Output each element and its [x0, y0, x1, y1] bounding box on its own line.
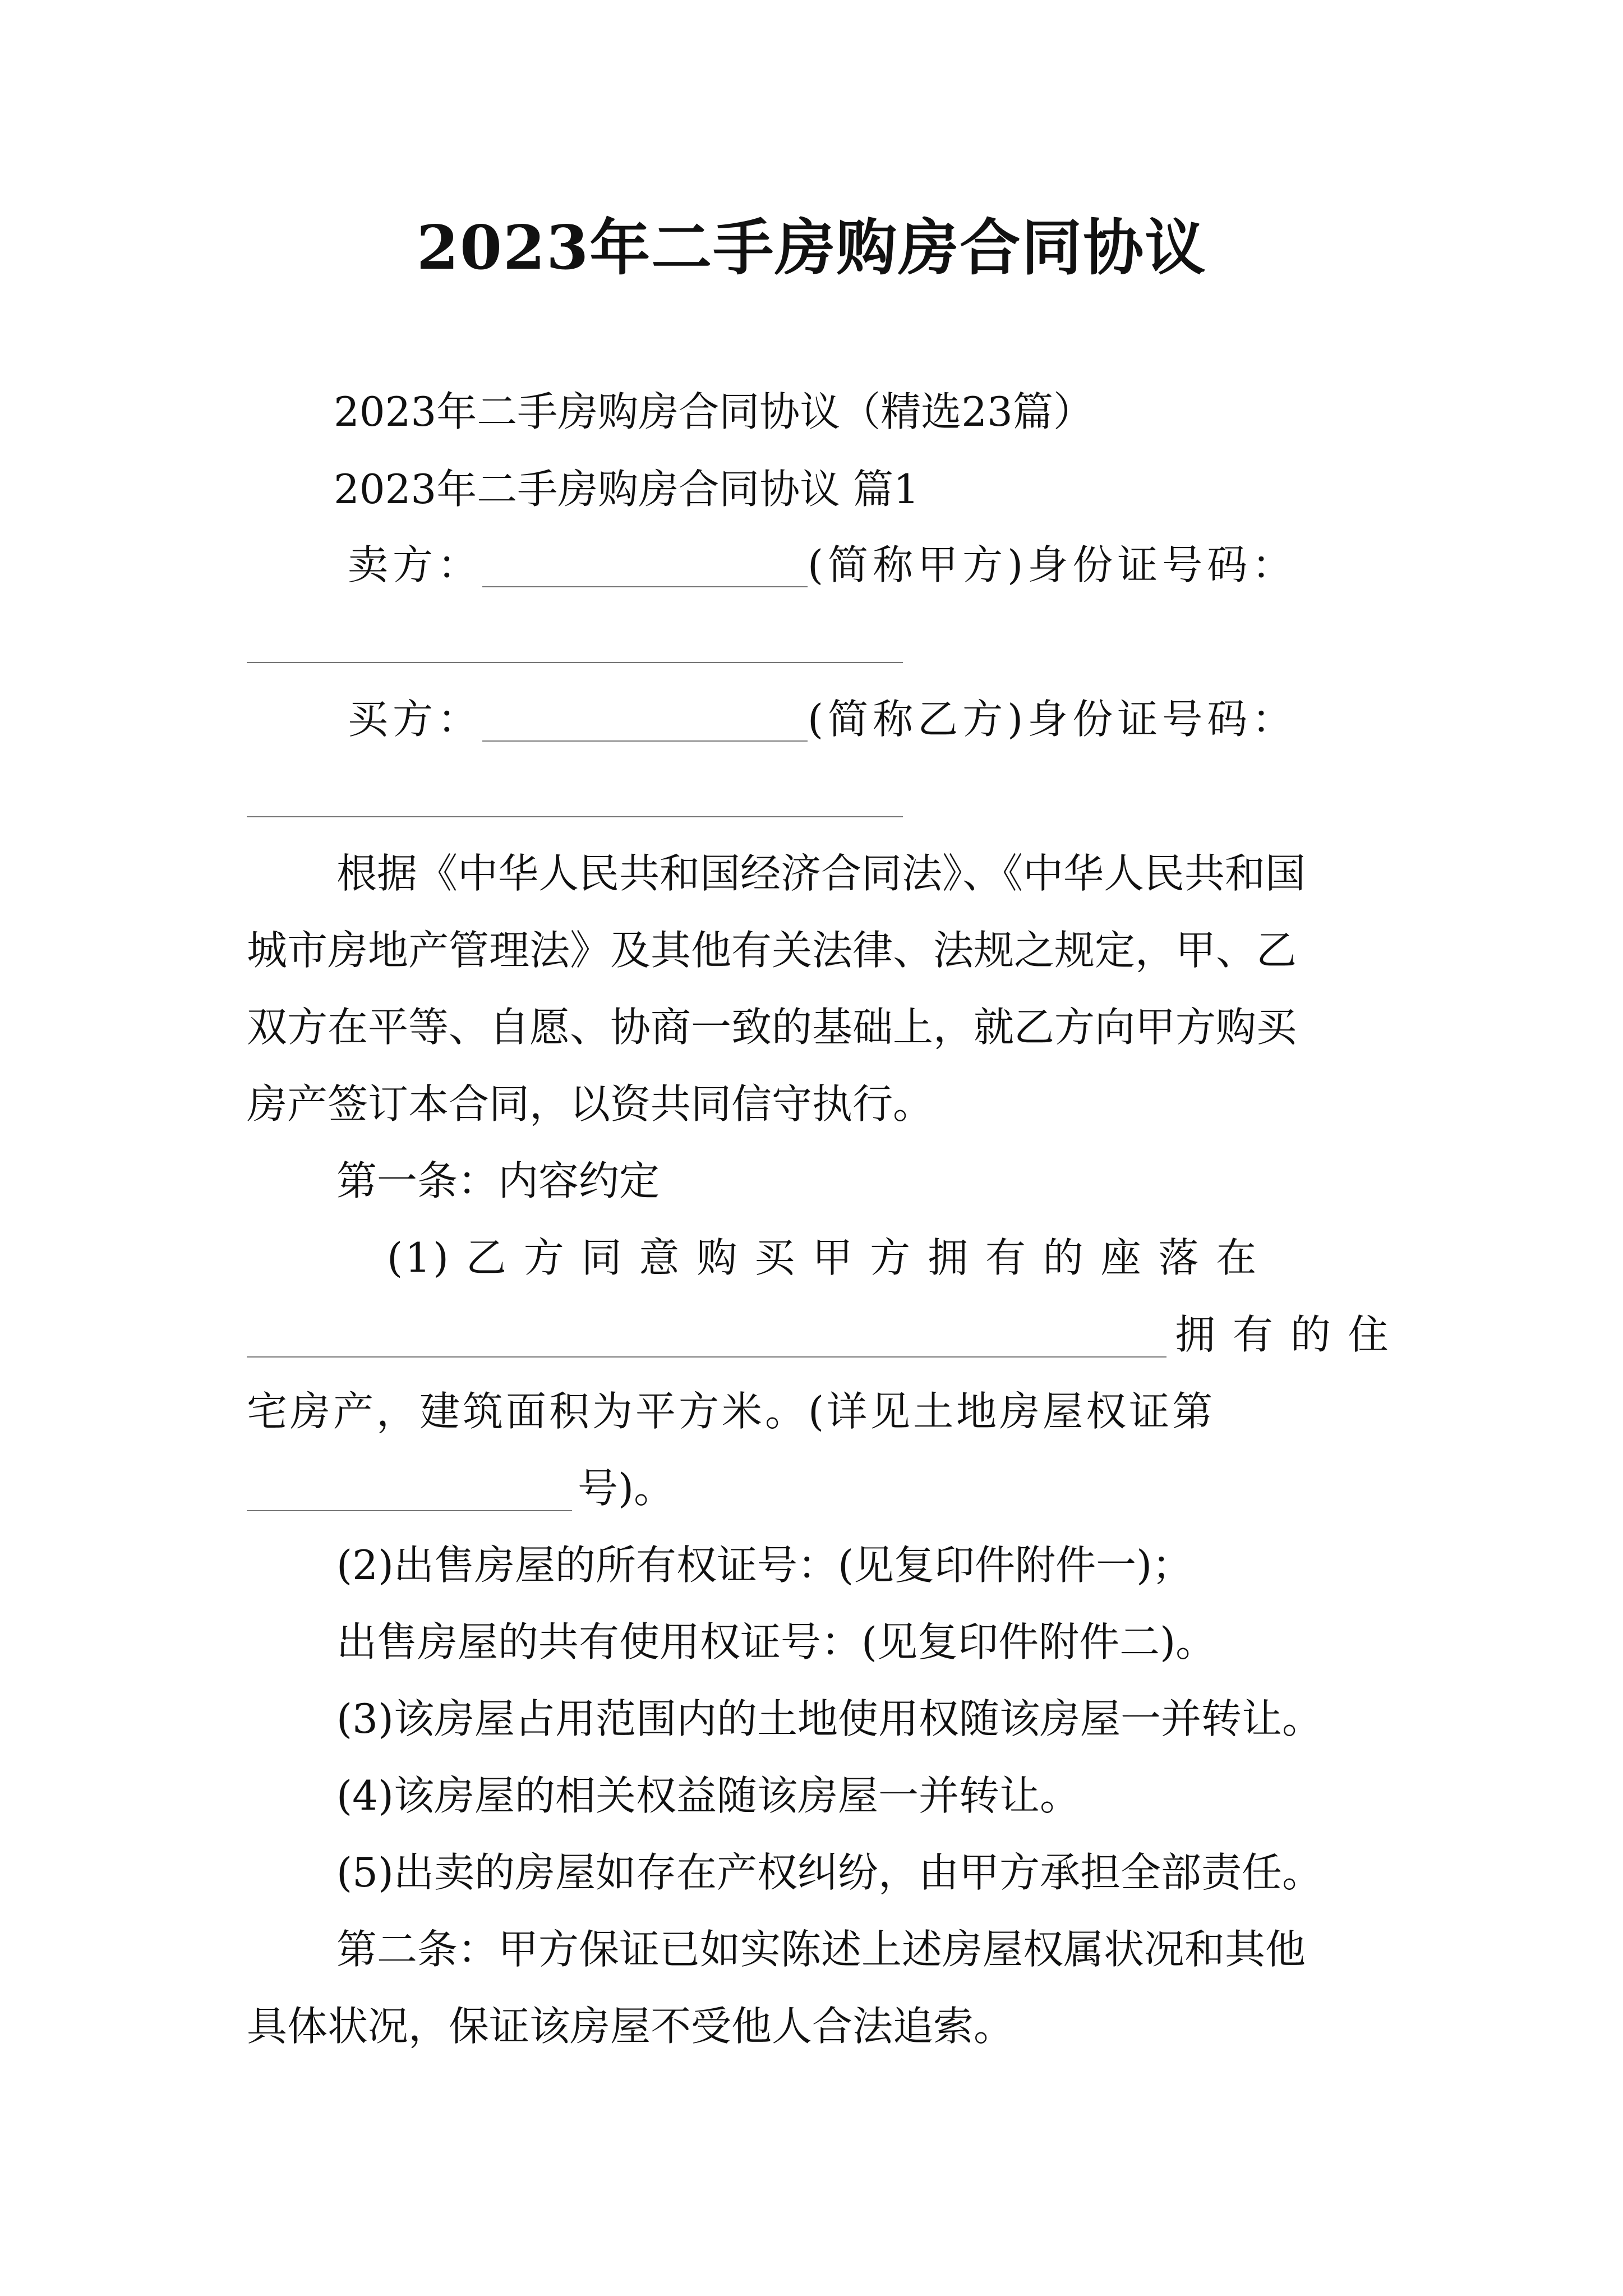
article1-item5: (5)出卖的房屋如存在产权纠纷，由甲方承担全部责任。 [336, 1849, 1322, 1896]
article1-item3: (3)该房屋占用范围内的土地使用权随该房屋一并转让。 [336, 1695, 1322, 1742]
article2-line-2: 具体状况，保证该房屋不受他人合法追索。 [247, 2003, 1015, 2050]
seller-line [348, 543, 1297, 587]
property-location-blank [247, 1356, 1166, 1358]
buyer-label: 买方： [348, 696, 483, 743]
subtitle: 2023年二手房购房合同协议（精选23篇） [334, 388, 1094, 435]
article1-heading: 第一条：内容约定 [336, 1157, 660, 1204]
buyer-id-label: 身份证号码： [1027, 696, 1297, 743]
section-heading: 2023年二手房购房合同协议 篇1 [334, 466, 919, 513]
seller-label: 卖方： [348, 541, 483, 588]
seller-id-label: 身份证号码： [1027, 541, 1297, 588]
seller-name-blank [482, 547, 808, 587]
certificate-number-blank [247, 1510, 572, 1511]
buyer-abbrev: (简称乙方) [808, 696, 1028, 743]
buyer-id-blank [247, 816, 903, 817]
buyer-name-blank [482, 701, 808, 742]
preamble-line-4: 房产签订本合同，以资共同信守执行。 [247, 1080, 934, 1128]
seller-abbrev: (简称甲方) [808, 541, 1028, 588]
preamble-line-1: 根据《中华人民共和国经济合同法》、《中华人民共和国 [336, 850, 1306, 897]
article1-item1-line1: (1) 乙 方 同 意 购 买 甲 方 拥 有 的 座 落 在 [387, 1234, 1259, 1281]
buyer-line [348, 697, 1297, 742]
article2-line-1: 第二条：甲方保证已如实陈述上述房屋权属状况和其他 [336, 1926, 1306, 1973]
article1-item1-line2: 拥 有 的 住 [1175, 1311, 1391, 1358]
article1-item1-line3: 宅房产，建筑面积为平方米。(详见土地房屋权证第 [247, 1388, 1216, 1435]
article1-item4: (4)该房屋的相关权益随该房屋一并转让。 [336, 1772, 1080, 1819]
article1-item2: (2)出售房屋的所有权证号：(见复印件附件一)； [336, 1542, 1193, 1589]
document-title: 2023年二手房购房合同协议 [416, 213, 1207, 283]
preamble-line-3: 双方在平等、自愿、协商一致的基础上，就乙方向甲方购买 [247, 1004, 1297, 1051]
article1-item1-line4: 号)。 [578, 1465, 675, 1512]
seller-id-blank [247, 662, 903, 663]
preamble-line-2: 城市房地产管理法》及其他有关法律、法规之规定，甲、乙 [247, 927, 1297, 974]
article1-item2b: 出售房屋的共有使用权证号：(见复印件附件二)。 [336, 1618, 1216, 1665]
